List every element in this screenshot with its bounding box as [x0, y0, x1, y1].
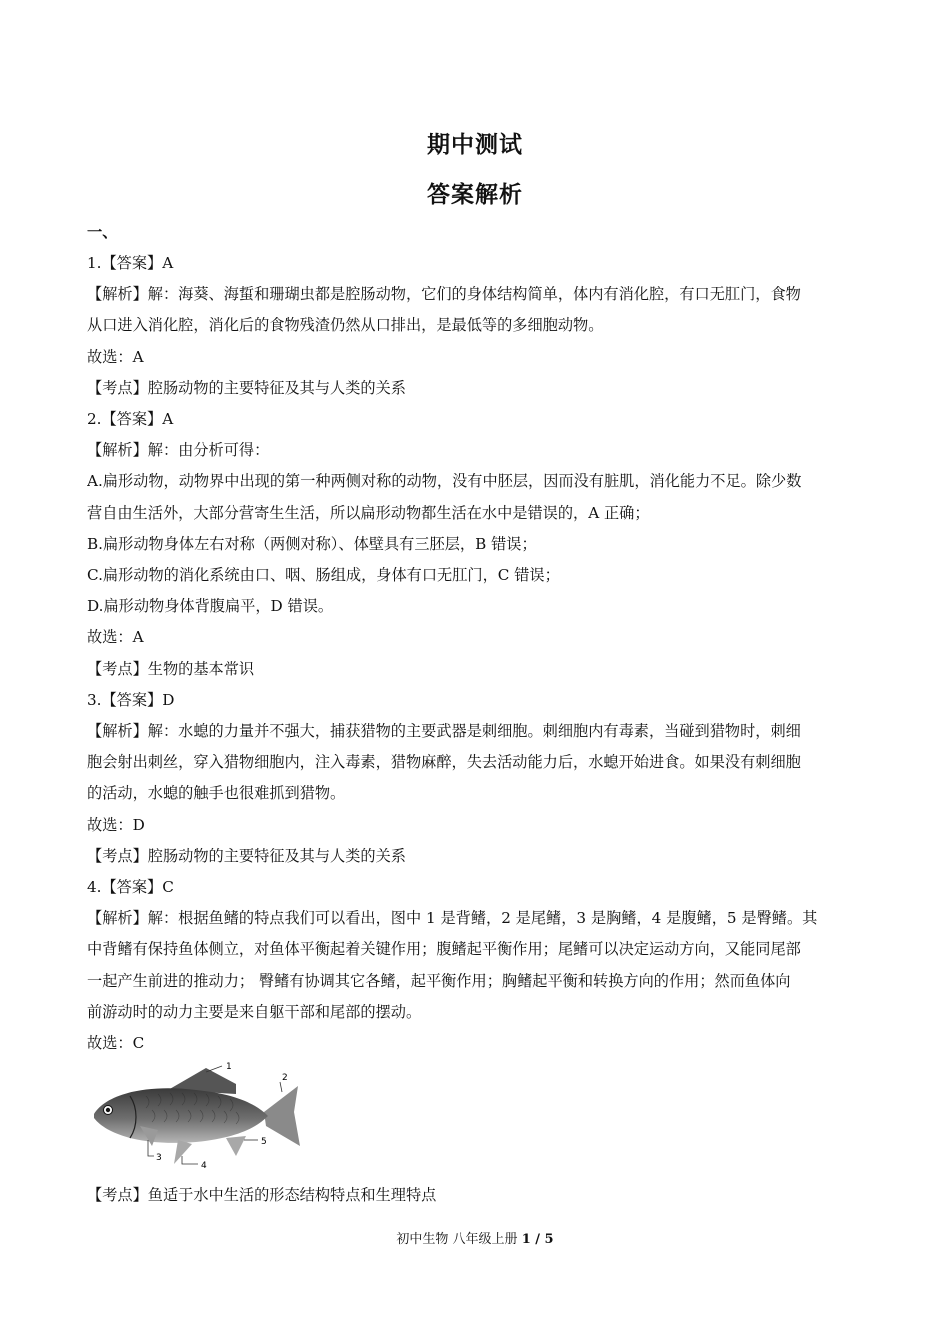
- text-line: 中背鳍有保持鱼体侧立，对鱼体平衡起着关键作用；腹鳍起平衡作用；尾鳍可以决定运动方向，又能同尾部: [87, 940, 801, 959]
- section-label: 一、: [87, 223, 118, 241]
- last-line: 【考点】鱼适于水中生活的形态结构特点和生理特点: [87, 1186, 437, 1204]
- text-line: 胞会射出刺丝，穿入猎物细胞内，注入毒素，猎物麻醉，失去活动能力后，水螅开始进食。如果没有刺细胞: [87, 753, 801, 772]
- tail-fin: [264, 1086, 300, 1146]
- text-line: 【解析】解：根据鱼鳍的特点我们可以看出，图中 1 是背鳍，2 是尾鳍，3 是胸鳍，4 是腹鳍，5 是臀鳍。其: [87, 909, 818, 928]
- text-line: D.扁形动物身体背腹扁平，D 错误。: [87, 597, 334, 616]
- page-title: 期中测试: [427, 132, 523, 158]
- fin-label-3: 3: [156, 1153, 162, 1163]
- text-line: C.扁形动物的消化系统由口、咽、肠组成，身体有口无肛门，C 错误；: [87, 566, 560, 584]
- text-line: 【解析】解：海葵、海蜇和珊瑚虫都是腔肠动物，它们的身体结构简单，体内有消化腔，有口无肛门，食物: [87, 285, 801, 304]
- fin-label-4: 4: [201, 1161, 207, 1171]
- text-line: 【考点】生物的基本常识: [87, 659, 255, 678]
- text-line: 前游动时的动力主要是来自躯干部和尾部的摆动。: [87, 1002, 422, 1021]
- text-line: 故选：D: [87, 815, 145, 834]
- text-line: 3.【答案】D: [87, 690, 175, 709]
- fin-label-1: 1: [226, 1062, 232, 1072]
- text-line: 故选：A: [87, 347, 144, 366]
- fin-label-5: 5: [261, 1137, 267, 1147]
- text-line: B.扁形动物身体左右对称（两侧对称）、体壁具有三胚层，B 错误；: [87, 534, 537, 553]
- text-line: 【解析】解：由分析可得：: [87, 441, 270, 460]
- anal-fin: [226, 1136, 246, 1156]
- page-subtitle: 答案解析: [427, 182, 523, 208]
- text-line: 的活动，水螅的触手也很难抓到猎物。: [87, 784, 346, 803]
- text-line: 一起产生前进的推动力； 臀鳍有协调其它各鳍，起平衡作用；胸鳍起平衡和转换方向的作用；然而鱼体向: [87, 971, 791, 990]
- page-footer: [0, 1228, 950, 1247]
- fish-body: [94, 1088, 268, 1143]
- text-line: 【解析】解：水螅的力量并不强大，捕获猎物的主要武器是刺细胞。刺细胞内有毒素，当碰到猎物时，刺细: [87, 722, 801, 740]
- text-line: 故选：C: [87, 1034, 145, 1052]
- text-line: 故选：A: [87, 628, 144, 647]
- text-line: 1.【答案】A: [87, 254, 174, 272]
- page-number: 1 / 5: [521, 1232, 554, 1247]
- pelvic-fin: [174, 1140, 192, 1164]
- text-line: 从口进入消化腔，消化后的食物残渣仍然从口排出，是最低等的多细胞动物。: [87, 316, 604, 335]
- fin-label-2: 2: [282, 1073, 288, 1083]
- text-line: 【考点】腔肠动物的主要特征及其与人类的关系: [87, 378, 406, 397]
- text-line: 【考点】腔肠动物的主要特征及其与人类的关系: [87, 846, 406, 865]
- fish-fin-diagram: [86, 1060, 308, 1172]
- text-line: 2.【答案】A: [87, 410, 174, 428]
- text-line: A.扁形动物，动物界中出现的第一种两侧对称的动物，没有中胚层，因而没有脏肌，消化能力不足。除少数: [87, 472, 802, 491]
- text-line: 营自由生活外，大部分营寄生生活，所以扁形动物都生活在水中是错误的，A 正确；: [87, 503, 650, 522]
- text-line: 4.【答案】C: [87, 878, 174, 896]
- footer-text: 初中生物 八年级上册: [396, 1232, 518, 1247]
